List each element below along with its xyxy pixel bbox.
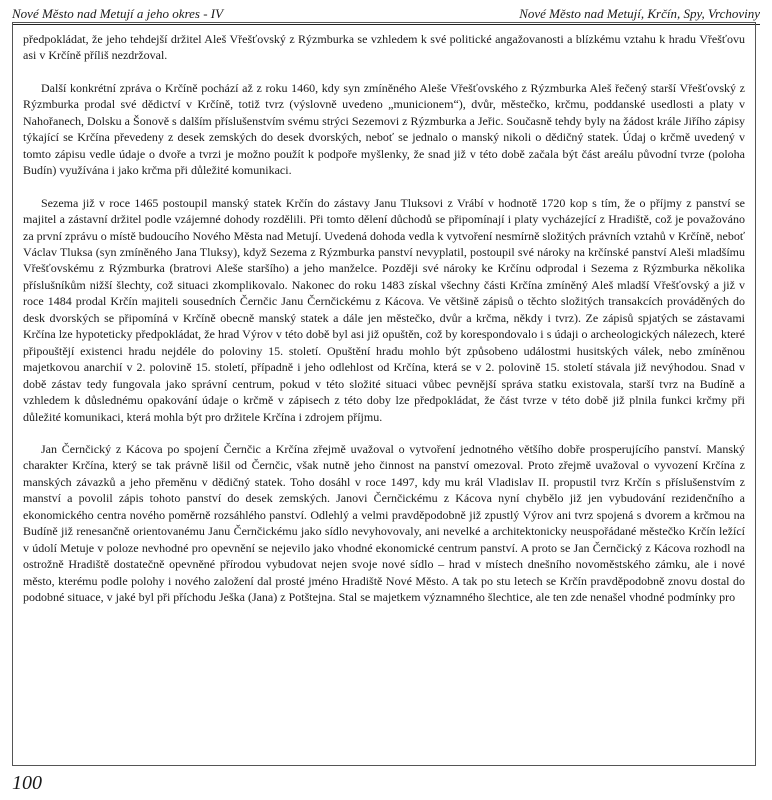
page-number: 100 — [12, 772, 42, 794]
paragraph: Sezema již v roce 1465 postoupil manský statek Krčín do zástavy Janu Tluksovi z Vrábí v hodnotě 1720 kop s tím, že o příjmy z panství se majitel a zástavní držitel podle vzájemné dohody rozdělili. Při tomto dělení důchodů se připomínají i platy vycházející z Hradiště, což je považováno za první zprávu o místě budoucího Nového Města nad Metují. Uvedená dohoda vedla k vytvoření nesmírně složitých právních vztahů v Krčíně, neboť Václav Tluksa (syn zmíněného Jana Tluksy), když Sezema z Rýzmburka panství nevyplatil, postoupil své nároky na krčínské panství Aleši mladšímu Vřešťovskému z Rýzmburka (bratrovi Aleše staršího) a jeho manželce. Později své nároky ke Krčínu odprodal i Sezema z Rýzmburka několika příslušníkům nižší šlechty, což situaci zkomplikovalo. Nakonec do roku 1483 získal všechny části Krčína zmíněný Aleš mladší Vřešťovský a již v roce 1484 prodal Krčín majiteli sousedních Černčic Janu Černčickému z Kácova. Ve většině zápisů o těchto složitých transakcích prováděných do desk dvorských se připomíná v Krčíně obecně manský statek a dále jen městečko, dvůr a krčma, někdy i tvrz). Ze zápisů spjatých se zástavami Krčína lze hypoteticky předpokládat, že hrad Výrov v této době byl asi již opuštěn, což by korespondovalo i s údaji o archeologických nálezech, které připouštějí existenci hradu nejdéle do poloviny 15. století. Opuštění hradu mohlo být způsobeno událostmi husitských válek, nebo zmíněnou majetkovou anarchií v 2. polovině 15. století, případně i jeho odlehlost od Krčína, která se v 2. polovině 15. století stávala již nevýhodou. Snad v době zástav tedy fungovala jako správní centrum, pokud v této složité situaci vůbec pevnější správa statku existovala, starší tvrz na Budíně a vzhledem k důslednému opakování údaje o krčmě v zápisech z této doby lze předpokládat, že část tvrze v této době již plnila funkci krčmy při důležité komunikaci, která mohla být pro držitele Krčína i zdrojem příjmu. — [23, 195, 745, 424]
text-frame — [12, 22, 756, 766]
header-right-title: Nové Město nad Metují, Krčín, Spy, Vrchoviny — [519, 6, 760, 21]
paragraph: Jan Černčický z Kácova po spojení Černčic a Krčína zřejmě uvažoval o vytvoření jednotného většího dobře prosperujícího panství. Manský charakter Krčína, který se tak právně lišil od Černčic, však nutně jeho činnost na panství omezoval. Proto zřejmě uvažoval o vyvození Krčína z manských závazků a jeho přeměnu v dědičný statek. Toho dosáhl v roce 1497, kdy mu král Vladislav II. propustil tvrz Krčín s příslušenstvím z manství a povolil zápis tohoto panství do desek zemských. Janovi Černčickému z Kácova nyní chybělo již jen vybudování rezidenčního a ekonomického centra nového poměrně rozsáhlého panství. Odlehlý a velmi pravděpodobně již zpustlý Výrov ani tvrz spojená s dvorem a krčmou na Budíně již renesančně orientovanému Janu Černčickému jako sídlo nevyhovovaly, ani nevelké a architektonicky neuspořádané městečko Krčín ležící v údolí Metuje v poloze nevhodné pro opevnění se nejevilo jako vhodné ekonomické centrum panství. A proto se Jan Černčický z Kácova rozhodl na ostrožně Hradiště dostatečně opevněné přírodou vybudovat nejen svoje nové sídlo – hrad v místech dnešního novoměstského zámku, ale i nové město, kterému podle polohy i nového založení dal prosté jméno Hradiště Nové Město. A tak po stu letech se Krčín pravděpodobně znovu dostal do podobné situace, v jaké byl při příchodu Ješka (Jana) z Potštejna. Stal se majetkem významného šlechtice, ale ten zde nenašel vhodné podmínky pro — [23, 441, 745, 605]
paragraph: Další konkrétní zpráva o Krčíně pochází až z roku 1460, kdy syn zmíněného Aleše Vřešťovského z Rýzmburka Aleš řečený starší Vřešťovský z Rýzmburka prodal své dědictví v Krčíně, totiž tvrz (výslovně uvedeno „municionem“), dvůr, městečko, krčmu, poddanské usedlosti a platy v Nahořanech, Dolsku a Šonově s dalším příslušenstvím svému strýci Sezemovi z Rýzmburka a Jeřic. Současně tehdy byly na žádost krále Jiřího zápisy týkající se Krčína převedeny z desek zemských do desek dvorských, neboť se jednalo o manský nikoli o dědičný statek. Údaj o krčmě uvedený v tomto zápisu vedle údaje o dvoře a tvrzi je možno použít k podpoře myšlenky, že snad již v této době začala být část areálu původní tvrze (poloha Budín) využívána i jako krčma při důležité komunikaci. — [23, 80, 745, 178]
header-left-title: Nové Město nad Metují a jeho okres - IV — [12, 6, 224, 21]
paragraph: předpokládat, že jeho tehdejší držitel Aleš Vřešťovský z Rýzmburka se vzhledem k své politické angažovanosti a blízkému vztahu k hradu Vřešťovu asi v Krčíně příliš nezdržoval. — [23, 32, 745, 63]
